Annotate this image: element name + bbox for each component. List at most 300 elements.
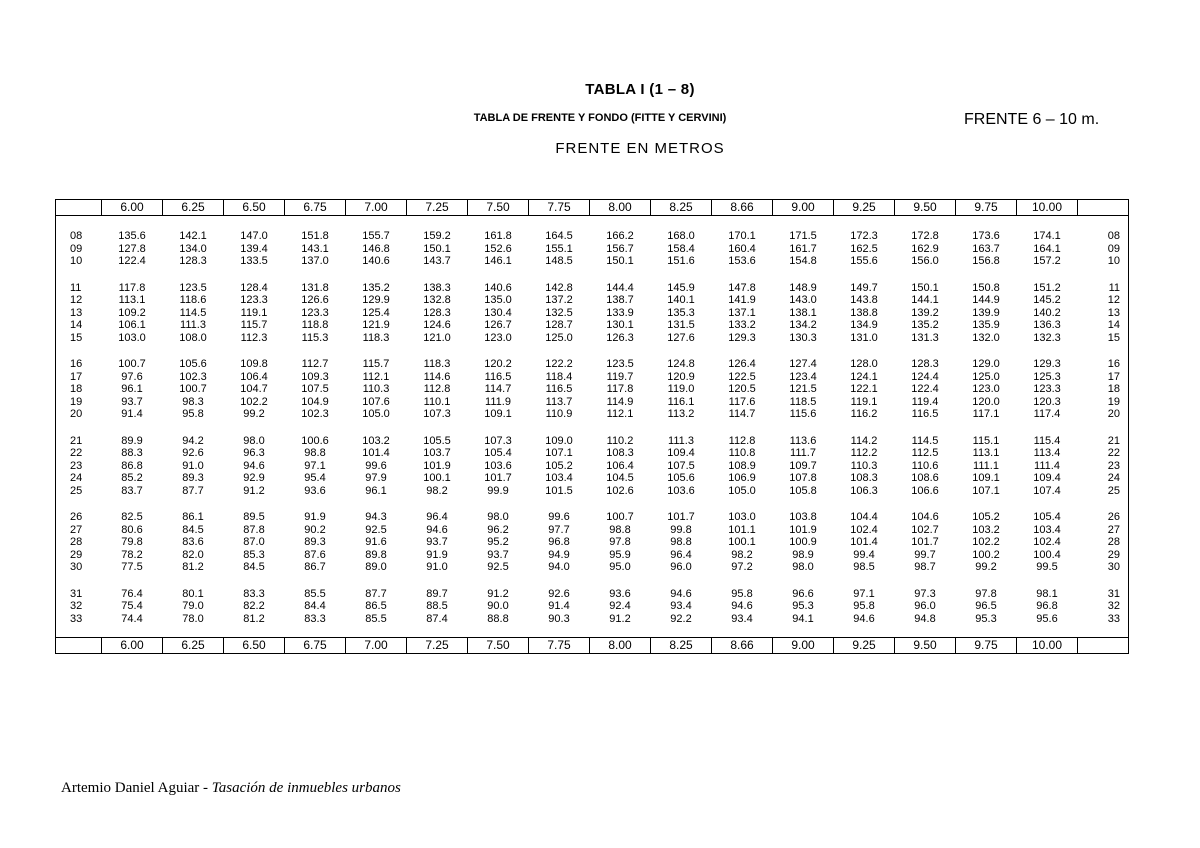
coefficient-cell: 109.4 — [1033, 472, 1061, 484]
coefficient-cell: 84.5 — [182, 523, 204, 536]
coefficient-cell: 98.8 — [609, 523, 631, 536]
coefficient-cell: 145.2 — [1033, 294, 1061, 306]
coefficient-cell: 98.1 — [1036, 587, 1058, 600]
coefficient-cell: 94.6 — [731, 600, 753, 612]
coefficient-cell: 158.4 — [667, 242, 695, 255]
table-row — [56, 282, 1129, 295]
coefficient-cell: 114.5 — [179, 306, 207, 319]
coefficient-cell: 103.2 — [362, 434, 390, 447]
coefficient-cell: 151.8 — [301, 230, 329, 242]
coefficient-cell: 93.7 — [121, 395, 143, 408]
coefficient-cell: 82.5 — [121, 511, 143, 523]
coefficient-cell: 107.1 — [545, 447, 573, 459]
coefficient-cell: 112.8 — [728, 434, 756, 447]
front-header-cell: 8.25 — [651, 200, 712, 216]
coefficient-cell: 147.0 — [240, 230, 268, 242]
coefficient-cell: 95.9 — [609, 548, 631, 561]
coefficient-cell: 97.2 — [731, 561, 753, 573]
coefficient-cell: 109.8 — [240, 358, 268, 370]
coefficient-cell: 118.3 — [362, 331, 390, 344]
coefficient-cell: 109.1 — [972, 472, 1000, 484]
coefficient-cell: 89.3 — [304, 536, 326, 548]
coefficient-cell: 103.6 — [484, 459, 512, 472]
coefficient-cell: 100.7 — [606, 511, 634, 523]
coefficient-cell: 112.7 — [301, 358, 329, 370]
coefficient-cell: 96.8 — [1036, 600, 1058, 612]
coefficient-cell: 87.4 — [426, 612, 448, 625]
coefficient-cell: 96.0 — [914, 600, 936, 612]
table-row — [56, 243, 1129, 256]
coefficient-cell: 121.9 — [362, 319, 390, 331]
coefficient-cell: 128.3 — [423, 306, 451, 319]
coefficient-cell: 97.7 — [548, 523, 570, 536]
coefficient-cell: 113.7 — [545, 395, 573, 408]
coefficient-cell: 97.8 — [975, 587, 997, 600]
coefficient-cell: 119.1 — [850, 395, 878, 408]
coefficient-cell: 115.1 — [972, 434, 1000, 447]
coefficient-cell: 128.7 — [545, 319, 573, 331]
coefficient-cell: 107.4 — [1033, 484, 1061, 497]
coefficient-cell: 129.9 — [362, 294, 390, 306]
coefficient-cell: 89.9 — [121, 434, 143, 447]
coefficient-cell: 106.1 — [118, 319, 146, 331]
coefficient-cell: 164.1 — [1033, 242, 1061, 255]
depth-label-right: 14 — [1078, 319, 1129, 332]
coefficient-cell: 162.5 — [850, 242, 878, 255]
coefficient-cell: 96.4 — [670, 548, 692, 561]
depth-label-right: 22 — [1078, 447, 1129, 460]
coefficient-cell: 92.9 — [243, 472, 265, 484]
coefficient-cell: 145.9 — [667, 281, 695, 294]
coefficient-cell: 100.1 — [728, 536, 756, 548]
coefficient-cell: 106.4 — [606, 459, 634, 472]
table-body — [56, 200, 1129, 654]
coefficient-cell: 139.2 — [911, 306, 939, 319]
table-row — [56, 536, 1129, 549]
depth-label-left: 15 — [56, 332, 102, 345]
coefficient-cell: 150.1 — [911, 281, 939, 294]
coefficient-cell: 78.0 — [182, 612, 204, 625]
coefficient-cell: 131.3 — [911, 331, 939, 344]
coefficient-cell: 84.4 — [304, 600, 326, 612]
coefficient-cell: 94.9 — [548, 548, 570, 561]
coefficient-cell: 123.5 — [606, 358, 634, 370]
depth-label-left: 29 — [56, 549, 102, 562]
coefficient-cell: 136.3 — [1033, 319, 1061, 331]
coefficient-cell: 119.0 — [667, 383, 695, 395]
table-row — [56, 600, 1129, 613]
depth-label-left: 26 — [56, 511, 102, 524]
table-caption: FRENTE EN METROS — [555, 140, 725, 157]
coefficient-cell: 111.9 — [485, 395, 511, 408]
table-row — [56, 588, 1129, 601]
coefficient-cell: 100.9 — [789, 536, 817, 548]
coefficient-cell: 111.7 — [790, 447, 816, 459]
coefficient-cell: 86.7 — [304, 561, 326, 573]
coefficient-cell: 102.3 — [301, 408, 329, 420]
depth-label-right: 27 — [1078, 524, 1129, 537]
coefficient-cell: 103.0 — [118, 331, 146, 344]
coefficient-cell: 100.7 — [118, 358, 146, 370]
coefficient-cell: 130.3 — [789, 331, 817, 344]
front-header-cell: 7.75 — [529, 200, 590, 216]
coefficient-cell: 99.9 — [487, 484, 509, 497]
depth-label-left: 32 — [56, 600, 102, 613]
coefficient-cell: 120.2 — [484, 358, 512, 370]
coefficient-cell: 92.4 — [609, 600, 631, 612]
coefficient-cell: 79.0 — [182, 600, 204, 612]
coefficient-cell: 104.4 — [850, 511, 878, 523]
coefficient-cell: 100.4 — [1033, 548, 1061, 561]
coefficient-cell: 96.1 — [121, 383, 143, 395]
coefficient-cell: 83.7 — [121, 484, 143, 497]
coefficient-cell: 94.3 — [365, 511, 387, 523]
coefficient-cell: 100.7 — [179, 383, 207, 395]
depth-label-right: 29 — [1078, 549, 1129, 562]
coefficient-cell: 118.5 — [789, 395, 817, 408]
coefficient-cell: 110.1 — [423, 395, 451, 408]
depth-label-right: 31 — [1078, 588, 1129, 601]
coefficient-cell: 90.2 — [304, 523, 326, 536]
coefficient-cell: 115.3 — [301, 331, 329, 344]
coefficient-cell: 87.0 — [243, 536, 265, 548]
coefficient-cell: 133.9 — [606, 306, 634, 319]
table-row — [56, 319, 1129, 332]
coefficient-cell: 114.2 — [850, 434, 878, 447]
depth-label-left: 14 — [56, 319, 102, 332]
coefficient-cell: 161.7 — [789, 242, 817, 255]
group-spacer — [56, 216, 1129, 231]
coefficient-cell: 128.0 — [850, 358, 878, 370]
front-header-cell: 9.50 — [895, 638, 956, 654]
front-header-cell: 9.75 — [956, 200, 1017, 216]
coefficient-cell: 89.3 — [182, 472, 204, 484]
coefficient-cell: 106.6 — [911, 484, 939, 497]
coefficient-cell: 80.6 — [121, 523, 143, 536]
coefficient-cell: 76.4 — [121, 587, 143, 600]
coefficient-cell: 101.7 — [911, 536, 939, 548]
coefficient-cell: 95.3 — [792, 600, 814, 612]
front-header-cell: 10.00 — [1017, 638, 1078, 654]
depth-label-right: 26 — [1078, 511, 1129, 524]
coefficient-cell: 121.5 — [789, 383, 817, 395]
coefficient-cell: 126.6 — [301, 294, 329, 306]
front-header-cell: 8.00 — [590, 200, 651, 216]
coefficient-cell: 131.0 — [850, 331, 878, 344]
coefficient-cell: 101.5 — [545, 484, 573, 497]
header-corner-cell — [1078, 200, 1129, 216]
table-row — [56, 511, 1129, 524]
coefficient-cell: 94.6 — [853, 612, 875, 625]
coefficient-cell: 155.6 — [850, 255, 878, 267]
depth-label-right: 08 — [1078, 230, 1129, 243]
coefficient-cell: 110.3 — [362, 383, 390, 395]
footer-citation — [61, 780, 401, 797]
coefficient-cell: 85.3 — [243, 548, 265, 561]
depth-label-right: 30 — [1078, 561, 1129, 574]
coefficient-cell: 133.2 — [728, 319, 756, 331]
coefficient-cell: 113.4 — [1033, 447, 1061, 459]
front-header-cell: 6.25 — [163, 638, 224, 654]
coefficient-cell: 123.3 — [301, 306, 329, 319]
coefficient-cell: 93.7 — [487, 548, 509, 561]
coefficient-cell: 118.4 — [545, 370, 573, 383]
coefficient-cell: 89.5 — [243, 511, 265, 523]
coefficient-cell: 129.3 — [728, 331, 756, 344]
coefficient-cell: 83.6 — [182, 536, 204, 548]
depth-label-left: 13 — [56, 307, 102, 320]
coefficient-cell: 123.0 — [972, 383, 1000, 395]
coefficient-cell: 104.6 — [911, 511, 939, 523]
coefficient-cell: 144.1 — [911, 294, 939, 306]
front-range-label: FRENTE 6 – 10 m. — [964, 111, 1100, 128]
coefficient-cell: 98.8 — [304, 447, 326, 459]
coefficient-cell: 127.4 — [789, 358, 817, 370]
coefficient-cell: 87.7 — [365, 587, 387, 600]
coefficient-cell: 164.5 — [545, 230, 573, 242]
coefficient-cell: 107.8 — [789, 472, 817, 484]
coefficient-cell: 107.3 — [423, 408, 451, 420]
depth-label-right: 21 — [1078, 435, 1129, 448]
coefficient-cell: 101.7 — [667, 511, 695, 523]
depth-label-right: 16 — [1078, 358, 1129, 371]
coefficient-cell: 104.7 — [240, 383, 268, 395]
coefficient-cell: 81.2 — [182, 561, 204, 573]
depth-label-right: 12 — [1078, 294, 1129, 307]
coefficient-cell: 95.6 — [1036, 612, 1058, 625]
coefficient-cell: 135.0 — [484, 294, 512, 306]
depth-label-right: 18 — [1078, 383, 1129, 396]
front-header-cell: 6.75 — [285, 638, 346, 654]
coefficient-cell: 166.2 — [606, 230, 634, 242]
coefficient-cell: 105.6 — [179, 358, 207, 370]
coefficient-cell: 128.4 — [240, 281, 268, 294]
depth-label-left: 12 — [56, 294, 102, 307]
coefficient-cell: 85.5 — [365, 612, 387, 625]
coefficient-cell: 105.0 — [728, 484, 756, 497]
coefficient-cell: 116.5 — [545, 383, 573, 395]
coefficient-cell: 91.2 — [243, 484, 265, 497]
coefficient-cell: 105.5 — [423, 434, 451, 447]
coefficient-cell: 156.7 — [606, 242, 634, 255]
depth-label-left: 30 — [56, 561, 102, 574]
coefficient-cell: 92.6 — [182, 447, 204, 459]
coefficient-cell: 101.9 — [423, 459, 451, 472]
coefficient-cell: 118.3 — [423, 358, 451, 370]
coefficient-cell: 105.2 — [545, 459, 573, 472]
coefficient-cell: 146.1 — [484, 255, 512, 267]
coefficient-cell: 135.9 — [972, 319, 1000, 331]
coefficient-cell: 124.6 — [423, 319, 451, 331]
depth-label-left: 10 — [56, 255, 102, 268]
coefficient-cell: 94.6 — [426, 523, 448, 536]
coefficient-cell: 162.9 — [911, 242, 939, 255]
coefficient-cell: 89.0 — [365, 561, 387, 573]
coefficient-cell: 114.9 — [606, 395, 634, 408]
coefficient-cell: 117.8 — [606, 383, 634, 395]
front-header-cell: 8.66 — [712, 638, 773, 654]
depth-label-left: 23 — [56, 460, 102, 473]
coefficient-cell: 88.5 — [426, 600, 448, 612]
coefficient-cell: 150.8 — [972, 281, 1000, 294]
coefficient-cell: 98.0 — [487, 511, 509, 523]
coefficient-cell: 121.0 — [423, 331, 451, 344]
coefficient-cell: 116.2 — [850, 408, 878, 420]
coefficient-cell: 143.0 — [789, 294, 817, 306]
coefficient-cell: 85.5 — [304, 587, 326, 600]
table-row — [56, 485, 1129, 498]
coefficient-cell: 89.8 — [365, 548, 387, 561]
coefficient-cell: 127.8 — [118, 242, 146, 255]
group-spacer — [56, 421, 1129, 435]
coefficient-cell: 143.1 — [301, 242, 329, 255]
coefficient-cell: 152.6 — [484, 242, 512, 255]
coefficient-cell: 116.1 — [667, 395, 695, 408]
coefficient-cell: 108.3 — [606, 447, 634, 459]
table-row — [56, 447, 1129, 460]
depth-label-right: 09 — [1078, 243, 1129, 256]
coefficient-cell: 132.0 — [972, 331, 1000, 344]
coefficient-cell: 99.2 — [243, 408, 265, 420]
coefficient-cell: 90.3 — [548, 612, 570, 625]
front-header-cell: 6.75 — [285, 200, 346, 216]
coefficient-cell: 173.6 — [972, 230, 1000, 242]
coefficient-cell: 78.2 — [121, 548, 143, 561]
coefficient-cell: 141.9 — [728, 294, 756, 306]
coefficient-cell: 86.8 — [121, 459, 143, 472]
coefficient-cell: 143.7 — [423, 255, 451, 267]
front-header-cell: 7.00 — [346, 200, 407, 216]
coefficient-cell: 156.0 — [911, 255, 939, 267]
coefficient-cell: 83.3 — [243, 587, 265, 600]
coefficient-cell: 148.9 — [789, 281, 817, 294]
coefficient-cell: 84.5 — [243, 561, 265, 573]
coefficient-cell: 108.9 — [728, 459, 756, 472]
coefficient-cell: 150.1 — [606, 255, 634, 267]
coefficient-cell: 99.5 — [1036, 561, 1058, 573]
coefficient-cell: 151.2 — [1033, 281, 1061, 294]
coefficient-cell: 110.8 — [728, 447, 756, 459]
table-row — [56, 408, 1129, 421]
coefficient-cell: 127.6 — [667, 331, 695, 344]
table-row — [56, 371, 1129, 384]
coefficient-cell: 128.3 — [179, 255, 207, 267]
coefficient-cell: 94.6 — [243, 459, 265, 472]
coefficient-cell: 149.7 — [850, 281, 878, 294]
front-header-cell: 7.50 — [468, 200, 529, 216]
coefficient-cell: 102.7 — [911, 523, 939, 536]
coefficient-cell: 138.8 — [850, 306, 878, 319]
front-header-cell: 7.50 — [468, 638, 529, 654]
coefficient-cell: 97.9 — [365, 472, 387, 484]
coefficient-cell: 120.0 — [972, 395, 1000, 408]
depth-label-right: 23 — [1078, 460, 1129, 473]
depth-label-right: 32 — [1078, 600, 1129, 613]
coefficient-cell: 99.4 — [853, 548, 875, 561]
coefficient-cell: 170.1 — [728, 230, 756, 242]
depth-label-right: 19 — [1078, 396, 1129, 409]
coefficient-cell: 144.4 — [606, 281, 634, 294]
group-spacer — [56, 497, 1129, 511]
coefficient-cell: 102.2 — [972, 536, 1000, 548]
coefficient-cell: 105.8 — [789, 484, 817, 497]
coefficient-cell: 109.1 — [484, 408, 512, 420]
coefficient-cell: 107.5 — [667, 459, 695, 472]
table-row — [56, 472, 1129, 485]
coefficient-cell: 89.7 — [426, 587, 448, 600]
coefficient-cell: 101.1 — [728, 523, 756, 536]
coefficient-cell: 91.4 — [548, 600, 570, 612]
coefficient-cell: 99.7 — [914, 548, 936, 561]
coefficient-cell: 132.5 — [545, 306, 573, 319]
coefficient-cell: 95.3 — [975, 612, 997, 625]
coefficient-cell: 98.3 — [182, 395, 204, 408]
coefficient-cell: 103.0 — [728, 511, 756, 523]
coefficient-cell: 118.6 — [179, 294, 207, 306]
coefficient-cell: 108.0 — [179, 331, 207, 344]
coefficient-cell: 95.8 — [853, 600, 875, 612]
coefficient-cell: 106.4 — [240, 370, 268, 383]
table-row — [56, 230, 1129, 243]
coefficient-cell: 100.1 — [423, 472, 451, 484]
coefficient-cell: 123.5 — [179, 281, 207, 294]
coefficient-cell: 94.0 — [548, 561, 570, 573]
header-corner-cell — [56, 200, 102, 216]
coefficient-cell: 107.3 — [484, 434, 512, 447]
depth-label-left: 16 — [56, 358, 102, 371]
coefficient-cell: 114.7 — [728, 408, 756, 420]
coefficient-cell: 119.4 — [911, 395, 939, 408]
coefficient-cell: 123.3 — [1033, 383, 1061, 395]
coefficient-cell: 95.2 — [487, 536, 509, 548]
coefficient-cell: 120.3 — [1033, 395, 1061, 408]
coefficient-cell: 101.4 — [850, 536, 878, 548]
table-row — [56, 255, 1129, 268]
coefficient-cell: 168.0 — [667, 230, 695, 242]
coefficient-cell: 111.3 — [180, 319, 206, 331]
table-title: TABLA I (1 – 8) — [585, 81, 695, 98]
coefficient-cell: 119.1 — [240, 306, 268, 319]
depth-label-left: 20 — [56, 408, 102, 421]
coefficient-cell: 143.8 — [850, 294, 878, 306]
coefficient-cell: 111.1 — [973, 459, 999, 472]
coefficient-cell: 91.2 — [487, 587, 509, 600]
coefficient-cell: 98.9 — [792, 548, 814, 561]
coefficient-cell: 109.4 — [667, 447, 695, 459]
coefficient-cell: 80.1 — [182, 587, 204, 600]
coefficient-cell: 160.4 — [728, 242, 756, 255]
coefficient-cell: 137.1 — [728, 306, 756, 319]
coefficient-cell: 103.7 — [423, 447, 451, 459]
group-spacer — [56, 344, 1129, 358]
front-header-cell: 9.00 — [773, 200, 834, 216]
coefficient-cell: 125.0 — [972, 370, 1000, 383]
coefficient-cell: 98.0 — [243, 434, 265, 447]
coefficient-cell: 156.8 — [972, 255, 1000, 267]
coefficient-cell: 107.6 — [362, 395, 390, 408]
coefficient-cell: 93.4 — [670, 600, 692, 612]
coefficient-cell: 148.5 — [545, 255, 573, 267]
coefficient-cell: 122.2 — [545, 358, 573, 370]
table-subtitle: TABLA DE FRENTE Y FONDO (FITTE Y CERVINI) — [473, 112, 727, 124]
coefficient-cell: 115.7 — [362, 358, 390, 370]
front-depth-table — [55, 199, 1129, 654]
depth-label-right: 11 — [1078, 282, 1129, 295]
coefficient-cell: 94.6 — [670, 587, 692, 600]
front-header-cell: 7.00 — [346, 638, 407, 654]
coefficient-cell: 131.8 — [301, 281, 329, 294]
coefficient-cell: 122.5 — [728, 370, 756, 383]
